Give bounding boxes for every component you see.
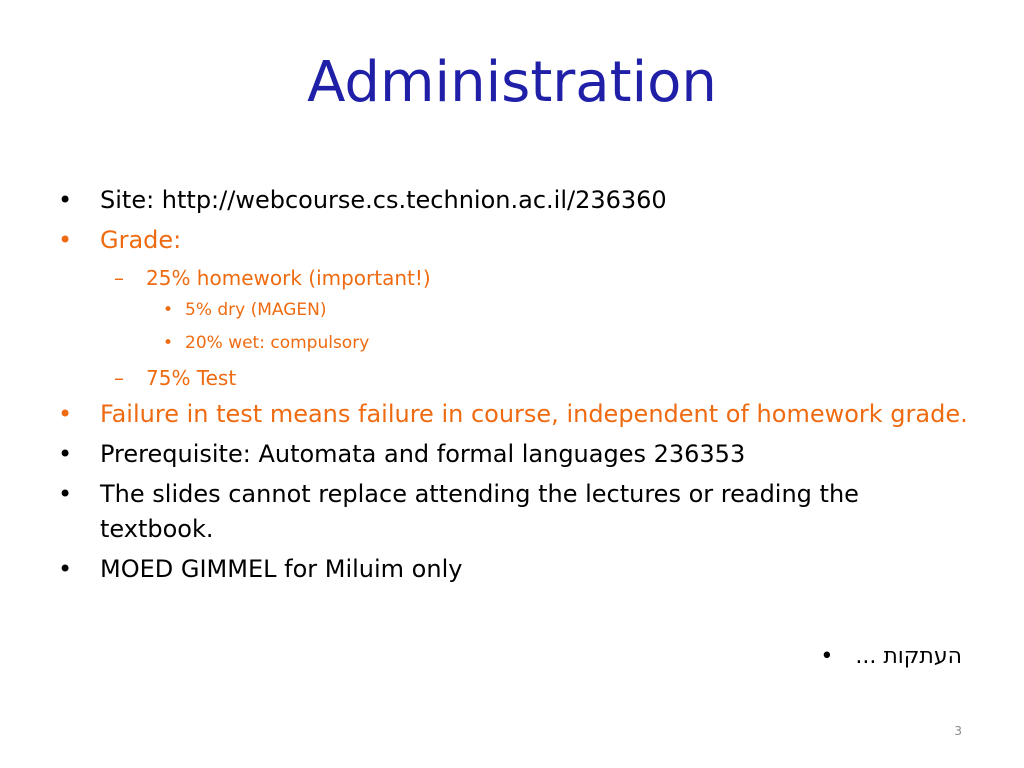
bullet-site bbox=[58, 183, 978, 218]
bullet-failure bbox=[58, 397, 978, 432]
page-number: 3 bbox=[954, 724, 962, 738]
bullet-hebrew bbox=[820, 642, 962, 672]
sub-bullet-test bbox=[58, 363, 978, 393]
bullet-icon: • bbox=[58, 400, 73, 428]
slide-title: Administration bbox=[307, 50, 717, 115]
sub-sub-bullet-wet bbox=[58, 330, 978, 356]
dash-icon: – bbox=[114, 366, 124, 390]
sub-sub-bullet-dry-text: 5% dry (MAGEN) bbox=[185, 300, 327, 320]
bullet-list bbox=[58, 183, 978, 592]
bullet-slides bbox=[58, 477, 978, 547]
bullet-prerequisite-text: Prerequisite: Automata and formal languages 236353 bbox=[100, 440, 746, 468]
sub-bullet-homework bbox=[58, 263, 978, 293]
bullet-icon: • bbox=[58, 480, 73, 508]
sub-bullet-homework-text: 25% homework (important!) bbox=[146, 266, 431, 290]
bullet-icon: • bbox=[58, 440, 73, 468]
bullet-moed-text: MOED GIMMEL for Miluim only bbox=[100, 555, 463, 583]
bullet-icon: • bbox=[820, 644, 834, 669]
bullet-icon: • bbox=[163, 300, 174, 320]
sub-bullet-test-text: 75% Test bbox=[146, 366, 237, 390]
sub-sub-bullet-dry bbox=[58, 297, 978, 323]
bullet-prerequisite bbox=[58, 437, 978, 472]
bullet-icon: • bbox=[58, 555, 73, 583]
bullet-site-text: Site: http://webcourse.cs.technion.ac.il/236360 bbox=[100, 186, 667, 214]
sub-sub-bullet-wet-text: 20% wet: compulsory bbox=[185, 333, 370, 353]
bullet-hebrew-text: העתקות ... bbox=[855, 644, 962, 669]
bullet-icon: • bbox=[58, 226, 73, 254]
bullet-grade bbox=[58, 223, 978, 258]
bullet-icon: • bbox=[58, 186, 73, 214]
bullet-icon: • bbox=[163, 333, 174, 353]
bullet-slides-text: The slides cannot replace attending the lectures or reading the textbook. bbox=[100, 480, 859, 543]
bullet-moed bbox=[58, 552, 978, 587]
bullet-grade-text: Grade: bbox=[100, 226, 182, 254]
bullet-failure-text: Failure in test means failure in course, independent of homework grade. bbox=[100, 400, 968, 428]
dash-icon: – bbox=[114, 266, 124, 290]
